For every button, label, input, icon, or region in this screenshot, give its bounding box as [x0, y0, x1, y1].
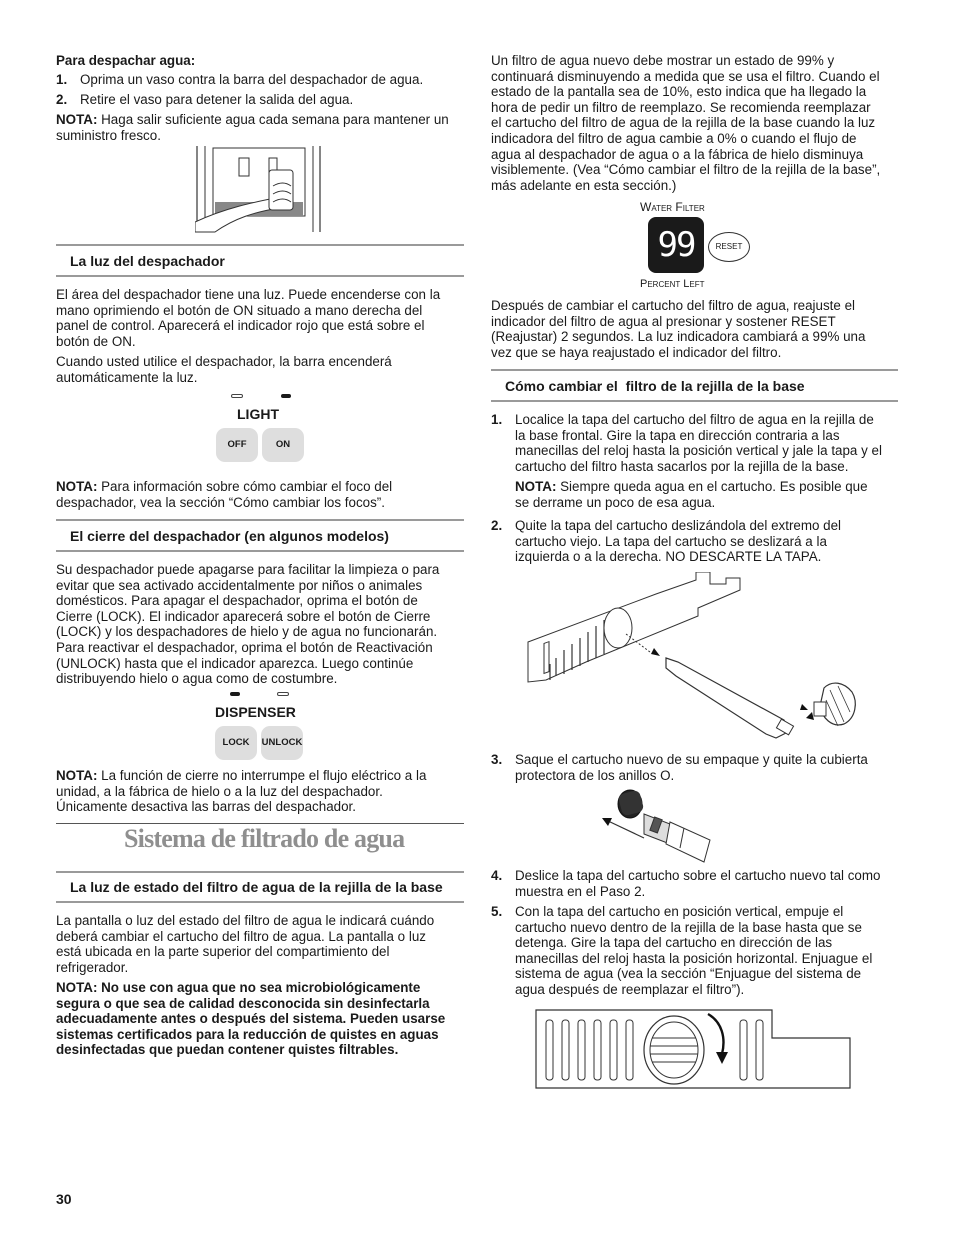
light-paragraph — [56, 287, 466, 349]
dispense-step-1: Oprima un vaso contra la barra del despachador de agua. — [80, 72, 424, 87]
change-step-3 — [515, 752, 905, 783]
text-line: Un filtro de agua nuevo debe mostrar un estado de 99% y — [491, 53, 835, 68]
text-line: automáticamente la luz. — [56, 369, 198, 385]
text-line: agua después de reemplazar el filtro”). — [515, 981, 745, 997]
text-line: detenga. Gire la tapa del cartucho en dirección de las — [515, 935, 833, 951]
light-heading: La luz del despachador — [70, 253, 225, 269]
text-line: Deslice la tapa del cartucho sobre el cartucho nuevo tal como — [515, 868, 881, 883]
intro-paragraph — [491, 53, 903, 193]
light-on-button[interactable]: ON — [262, 428, 304, 462]
change-step-2 — [515, 518, 905, 565]
text-line: continuará disminuyendo a medida que se usa el filtro. Cuando el — [491, 68, 880, 84]
note-water-line2: suministro fresco. — [56, 128, 161, 143]
text-line: adecuadamente antes o después del sistema. Pueden usarse — [56, 1011, 446, 1027]
light-panel-label: LIGHT — [237, 406, 279, 422]
section-rule — [56, 901, 464, 903]
text-line: Quite la tapa del cartucho deslizándola del extremo del — [515, 518, 842, 533]
text-line: La pantalla o luz del estado del filtro de agua le indicará cuándo — [56, 913, 435, 928]
step-number: 3. — [491, 752, 503, 767]
status-heading: La luz de estado del filtro de agua de la rejilla de la base — [70, 879, 443, 895]
lock-button[interactable]: LOCK — [215, 726, 257, 760]
reset-button[interactable] — [708, 232, 750, 262]
change-step-1 — [515, 412, 905, 474]
section-rule — [491, 400, 898, 402]
text-line: hora de pedir un filtro de reemplazo. Se recomienda reemplazar — [491, 99, 871, 115]
text-line: muestra en el Paso 2. — [515, 883, 646, 899]
text-line: Saque el cartucho nuevo de su empaque y quite la cubierta — [515, 752, 868, 767]
off-indicator-light — [231, 394, 243, 398]
text-line: manecillas del reloj hasta la posición horizontal. Enjuague el — [515, 950, 873, 966]
text-line: deberá cambiar el cartucho del filtro de agua. La pantalla o luz — [56, 928, 426, 944]
text-line: panel de control. Aparecerá el indicador rojo que está sobre el — [56, 318, 425, 334]
text-line: indicador del filtro de agua al presionar y sostener RESET — [491, 313, 836, 329]
text-line: (LOCK) y los despachadores de hielo y de agua no funcionarán. — [56, 624, 438, 640]
page-number: 30 — [56, 1191, 72, 1207]
note-label: NOTA: — [56, 112, 98, 127]
text-line: visiblemente. (Vea “Cómo cambiar el filtro de la rejilla de la base”, — [491, 162, 881, 178]
text-line: mano oprimiendo el botón de ON situado a mano derecha del — [56, 302, 423, 318]
percent-left-label: Percent Left — [640, 278, 705, 290]
text-line: Con la tapa del cartucho en posición vertical, empuje el — [515, 904, 844, 919]
text-line: Únicamente desactiva las barras del despachador. — [56, 799, 356, 815]
text-line: Después de cambiar el cartucho del filtro de agua, reajuste el — [491, 298, 855, 313]
section-rule — [56, 519, 464, 521]
section-rule — [56, 275, 464, 277]
water-filter-label: Water Filter — [640, 200, 705, 214]
after-paragraph — [491, 298, 903, 360]
note-text: Para información sobre cómo cambiar el foco del — [97, 479, 393, 494]
step-number: 2. — [491, 518, 503, 533]
reset-label: RESET — [715, 242, 743, 252]
text-line: distribuyendo hielo o agua como de costumbre. — [56, 671, 338, 687]
dispenser-panel-label: DISPENSER — [215, 704, 296, 720]
cartridge-cap-illustration — [600, 784, 720, 868]
step-number: 4. — [491, 868, 503, 883]
text-line: manecillas del reloj hasta la posición vertical y jale la tapa y el — [515, 443, 882, 459]
step-number: 2. — [56, 92, 68, 107]
note-label: NOTA: — [515, 479, 557, 494]
note-water — [56, 112, 449, 128]
text-line: cartucho del filtro hasta sacarlos por la rejilla de la base. — [515, 458, 849, 474]
on-indicator-light — [281, 394, 291, 398]
text-line: vez que se haya reajustado el indicador del filtro. — [491, 344, 782, 360]
base-grille-illustration — [534, 1008, 854, 1092]
text-line: domésticos. Para apagar el despachador, oprima el botón de — [56, 593, 418, 609]
text-line: despachador, vea la sección “Cómo cambiar los focos”. — [56, 494, 385, 510]
text-line: Localice la tapa del cartucho del filtro de agua en la rejilla de — [515, 412, 874, 427]
change-heading: Cómo cambiar el filtro de la rejilla de la base — [505, 378, 805, 394]
filter-display — [648, 217, 704, 273]
text-line: desinfectadas que puedan contener quistes filtrables. — [56, 1042, 399, 1058]
dispenser-illustration — [195, 146, 325, 236]
text-line: más adelante en esta sección.) — [491, 177, 677, 193]
text-line: sistema de agua (vea la sección “Enjuague del sistema de — [515, 966, 862, 982]
text-line: el cartucho del filtro de agua de la rejilla de la base cuando la luz — [491, 115, 876, 131]
text-line: NOTA: No use con agua que no sea microbiológicamente — [56, 980, 421, 995]
dispense-step-2: Retire el vaso para detener la salida del agua. — [80, 92, 354, 107]
note-label: NOTA: — [56, 479, 98, 494]
text-line: Cierre (LOCK). El indicador aparecerá sobre el botón de Cierre — [56, 608, 431, 624]
section-rule — [491, 369, 898, 371]
lock-indicator-light — [230, 692, 240, 696]
text-line: botón de ON. — [56, 333, 136, 349]
text-line: (UNLOCK) hasta que el indicador aparezca. Luego continúe — [56, 655, 414, 671]
text-line: cartucho nuevo dentro de la rejilla de la base hasta que se — [515, 919, 862, 935]
section-rule — [56, 244, 464, 246]
dispense-heading: Para despachar agua: — [56, 53, 196, 68]
unlock-button[interactable]: UNLOCK — [261, 726, 303, 760]
text-line: Cuando usted utilice el despachador, la barra encenderá — [56, 354, 392, 369]
note-text: Siempre queda agua en el cartucho. Es posible que — [556, 479, 868, 494]
note-safety — [56, 980, 466, 1058]
note-text: Haga salir suficiente agua cada semana para mantener un — [97, 112, 449, 127]
text-line: evitar que sea activado accidentalmente por niños o animales — [56, 577, 423, 593]
note-light — [56, 479, 466, 510]
text-line: El área del despachador tiene una luz. Puede encenderse con la — [56, 287, 441, 302]
step-number: 1. — [491, 412, 503, 427]
text-line: cartucho viejo. La tapa del cartucho se deslizará a la — [515, 533, 827, 549]
step-number: 1. — [56, 72, 68, 87]
lock-paragraph — [56, 562, 466, 687]
filter-removal-illustration — [526, 572, 866, 744]
step1-note — [515, 479, 905, 510]
filter-percent-digits: 99 — [657, 225, 695, 265]
text-line: se derrame un poco de esa agua. — [515, 494, 716, 510]
text-line: refrigerador. — [56, 959, 129, 975]
status-paragraph — [56, 913, 466, 975]
text-line: unidad, a la fábrica de hielo o a la luz del despachador. — [56, 783, 383, 799]
text-line: izquierda o a la derecha. NO DESCARTE LA TAPA. — [515, 549, 822, 565]
light-off-button[interactable]: OFF — [216, 428, 258, 462]
change-step-5 — [515, 904, 905, 998]
change-step-4 — [515, 868, 905, 899]
text-line: la base frontal. Gire la tapa en dirección contraria a las — [515, 427, 840, 443]
text-line: estado de la pantalla sea de 10%, esto indica que ha llegado la — [491, 84, 867, 100]
note-text: La función de cierre no interrumpe el flujo eléctrico a la — [97, 768, 427, 783]
section-rule — [56, 871, 464, 873]
light-paragraph-2 — [56, 354, 466, 385]
text-line: agua al despachador de agua o a la fábrica de hielo disminuya — [491, 146, 864, 162]
text-line: Su despachador puede apagarse para facilitar la limpieza o para — [56, 562, 440, 577]
section-rule — [56, 550, 464, 552]
text-line: está ubicada en la parte superior del compartimiento del — [56, 944, 390, 960]
text-line: protectora de los anillos O. — [515, 767, 675, 783]
text-line: sistemas certificados para la reducción de quistes en aguas — [56, 1026, 439, 1042]
note-lock — [56, 768, 466, 815]
unlock-indicator-light — [277, 692, 289, 696]
text-line: (Reajustar) 2 segundos. La luz indicadora cambiará a 99% una — [491, 329, 866, 345]
text-line: indicadora del filtro de agua cambie a 0% o cuando el flujo de — [491, 130, 857, 146]
step-number: 5. — [491, 904, 503, 919]
lock-heading: El cierre del despachador (en algunos modelos) — [70, 528, 389, 544]
text-line: Para reactivar el despachador, oprima el botón de Reactivación — [56, 639, 433, 655]
text-line: segura o que sea de calidad desconocida sin desinfectarla — [56, 995, 430, 1011]
note-label: NOTA: — [56, 768, 98, 783]
section-title: Sistema de filtrado de agua — [124, 824, 405, 853]
